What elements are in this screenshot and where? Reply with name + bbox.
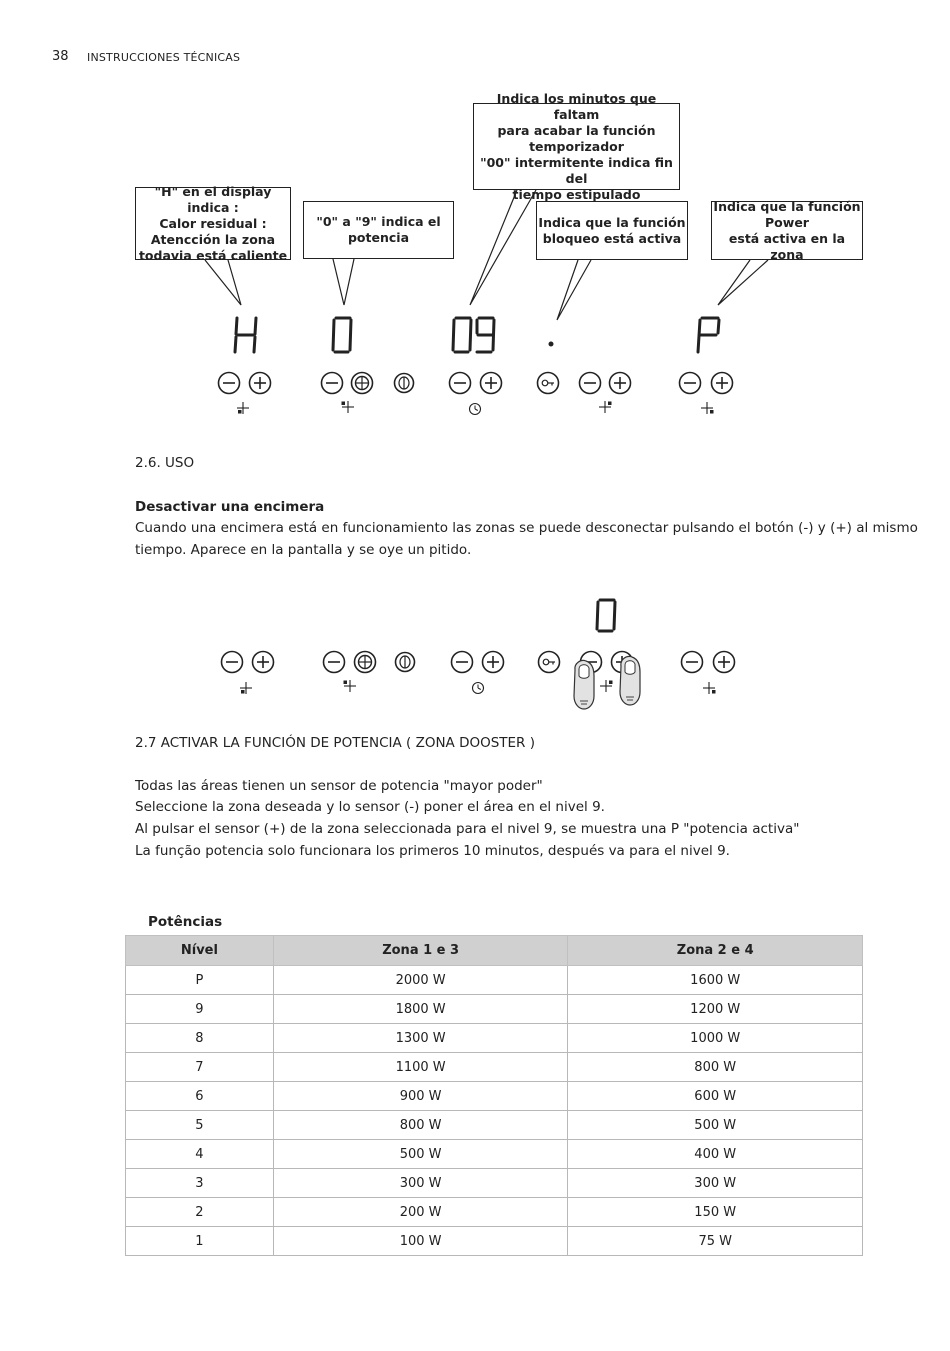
section-uso-title: 2.6. USO	[135, 455, 195, 471]
callout-power-level: "0" a "9" indica el potencia	[303, 201, 454, 259]
cell-level: 1	[126, 1227, 274, 1256]
plus-icon	[253, 652, 274, 673]
cell-level: 3	[126, 1169, 274, 1198]
table-row	[126, 1198, 863, 1227]
callout-timer: Indica los minutos que faltam para acabar la función temporizador "00" intermitente indica fin del tiempo estipulado	[473, 103, 680, 190]
cell-zone-1-3: 100 W	[273, 1227, 568, 1256]
table-row	[126, 995, 863, 1024]
cell-level: 4	[126, 1140, 274, 1169]
cell-zone-2-4: 1200 W	[568, 995, 863, 1024]
zone-indicator-icon	[599, 401, 612, 413]
table-row	[126, 1082, 863, 1111]
cell-zone-2-4: 300 W	[568, 1169, 863, 1198]
section-power-line-2: Seleccione la zona deseada y lo sensor (-) poner el área en el nivel 9.	[135, 799, 605, 815]
display-timer-09	[453, 318, 494, 352]
display-level-0	[333, 318, 351, 352]
zone-indicator-icon	[237, 402, 249, 414]
plus-icon	[483, 652, 504, 673]
section-power-line-4: La função potencia solo funcionara los primeros 10 minutos, después va para el nivel 9.	[135, 843, 730, 859]
zone-indicator-icon	[600, 680, 613, 692]
cell-level: 2	[126, 1198, 274, 1227]
plus-icon	[250, 373, 271, 394]
dual-zone-icon	[395, 374, 414, 393]
section-uso-text-2: tiempo. Aparece en la pantalla y se oye un pitido.	[135, 542, 472, 558]
cell-zone-2-4: 150 W	[568, 1198, 863, 1227]
cell-zone-2-4: 800 W	[568, 1053, 863, 1082]
table-row	[126, 1111, 863, 1140]
page-number: 38	[52, 49, 69, 64]
display2-level-0	[597, 600, 615, 631]
cell-zone-1-3: 500 W	[273, 1140, 568, 1169]
minus-icon	[324, 652, 345, 673]
zone-selector-icon	[355, 652, 376, 673]
plus-icon	[481, 373, 502, 394]
cell-zone-2-4: 500 W	[568, 1111, 863, 1140]
section-power-line-3: Al pulsar el sensor (+) de la zona seleccionada para el nivel 9, se muestra una P "potencia activa"	[135, 821, 800, 837]
key-lock-icon	[538, 373, 559, 394]
display-power-p	[698, 318, 719, 352]
zone-indicator-icon	[344, 680, 357, 692]
table-row	[126, 1024, 863, 1053]
cell-zone-2-4: 600 W	[568, 1082, 863, 1111]
callout-residual-heat: "H" en el display indica : Calor residual : Atencción la zona todavia está caliente	[135, 187, 291, 260]
cell-level: 5	[126, 1111, 274, 1140]
cell-level: 6	[126, 1082, 274, 1111]
table-row	[126, 1227, 863, 1256]
plus-icon	[712, 373, 733, 394]
cell-zone-2-4: 1600 W	[568, 966, 863, 995]
cell-zone-1-3: 1100 W	[273, 1053, 568, 1082]
minus-icon	[452, 652, 473, 673]
table-row	[126, 1169, 863, 1198]
plus-icon	[714, 652, 735, 673]
callout-power-function: Indica que la función Power está activa en la zona	[711, 201, 863, 260]
minus-icon	[222, 652, 243, 673]
cell-zone-1-3: 900 W	[273, 1082, 568, 1111]
header-zone-1-3: Zona 1 e 3	[273, 936, 568, 966]
plus-icon	[610, 373, 631, 394]
minus-icon	[580, 373, 601, 394]
zone-indicator-icon	[240, 682, 252, 694]
cell-level: 9	[126, 995, 274, 1024]
cell-zone-2-4: 1000 W	[568, 1024, 863, 1053]
finger-icon	[574, 660, 594, 709]
cell-zone-1-3: 1800 W	[273, 995, 568, 1024]
zone-indicator-icon	[701, 402, 714, 414]
section-power-title: 2.7 ACTIVAR LA FUNCIÓN DE POTENCIA ( ZONA DOOSTER )	[135, 735, 535, 751]
control-panel-2	[222, 652, 735, 710]
table-row	[126, 1140, 863, 1169]
cell-zone-1-3: 300 W	[273, 1169, 568, 1198]
section-uso-subtitle: Desactivar una encimera	[135, 499, 325, 515]
control-panel-1	[219, 373, 733, 415]
cell-zone-1-3: 200 W	[273, 1198, 568, 1227]
cell-zone-1-3: 800 W	[273, 1111, 568, 1140]
cell-zone-2-4: 400 W	[568, 1140, 863, 1169]
cell-zone-2-4: 75 W	[568, 1227, 863, 1256]
minus-icon	[322, 373, 343, 394]
section-power-line-1: Todas las áreas tienen un sensor de potencia "mayor poder"	[135, 778, 543, 794]
callout-lock: Indica que la función bloqueo está activa	[536, 201, 688, 260]
minus-icon	[682, 652, 703, 673]
zone-indicator-icon	[703, 682, 716, 694]
table-row	[126, 966, 863, 995]
dual-zone-icon	[396, 653, 415, 672]
minus-icon	[219, 373, 240, 394]
lock-indicator-dot	[549, 342, 554, 347]
section-header: INSTRUCCIONES TÉCNICAS	[87, 51, 241, 64]
header-zone-2-4: Zona 2 e 4	[568, 936, 863, 966]
cell-zone-1-3: 2000 W	[273, 966, 568, 995]
zone-selector-icon	[352, 373, 373, 394]
cell-level: 8	[126, 1024, 274, 1053]
table-row	[126, 1053, 863, 1082]
header-level: Nível	[126, 936, 274, 966]
minus-icon	[450, 373, 471, 394]
table-title: Potências	[148, 914, 223, 930]
cell-zone-1-3: 1300 W	[273, 1024, 568, 1053]
key-lock-icon	[539, 652, 560, 673]
cell-level: 7	[126, 1053, 274, 1082]
cell-level: P	[126, 966, 274, 995]
table-header-row	[126, 936, 863, 966]
display-residual-heat	[235, 318, 256, 352]
section-uso-text-1: Cuando una encimera está en funcionamiento las zonas se puede desconectar pulsando el botón (-) y (+) al mismo	[135, 520, 918, 536]
minus-icon	[680, 373, 701, 394]
zone-indicator-icon	[342, 401, 355, 413]
finger-icon	[620, 656, 640, 705]
timer-icon	[473, 683, 484, 694]
timer-icon	[470, 404, 481, 415]
power-table	[125, 935, 863, 1256]
